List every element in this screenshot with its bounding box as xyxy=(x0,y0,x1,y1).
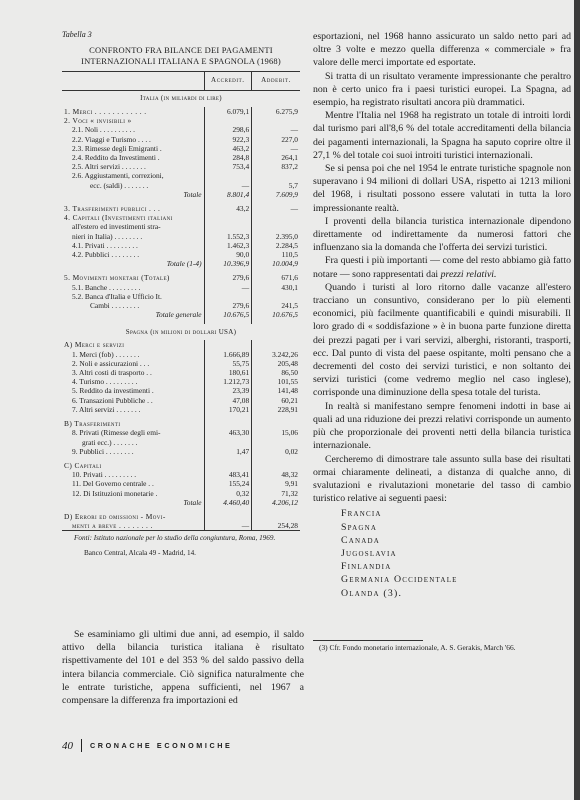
accrediti-value: — xyxy=(204,283,252,292)
italia-row xyxy=(62,222,300,231)
row-label: Totale xyxy=(183,189,202,199)
accrediti-value: 463,30 xyxy=(204,428,252,437)
row-label: Totale (1-4) xyxy=(166,259,202,269)
header-addebiti: Addebit. xyxy=(252,72,300,91)
italia-row xyxy=(62,204,300,213)
accrediti-value: 279,6 xyxy=(204,301,252,310)
addebiti-value xyxy=(252,340,300,349)
accrediti-value: 43,2 xyxy=(204,204,252,213)
spagna-row xyxy=(62,340,300,349)
spagna-row xyxy=(62,428,300,437)
row-label: 6. Transazioni Pubbliche . . xyxy=(72,395,153,405)
spagna-row xyxy=(62,405,300,414)
accrediti-value xyxy=(204,171,252,180)
country-item: Francia xyxy=(341,508,382,520)
addebiti-value: 4.206,12 xyxy=(272,497,298,507)
addebiti-value xyxy=(252,292,300,301)
footnote-rule xyxy=(313,640,423,641)
right-paragraph-4: Se si pensa poi che nel 1954 le entrate turistiche spagnole non superavano i 94 milioni di dollari USA, rispetto ai 1213 milioni del 1968, i risultati possono essere valutati in tutta la loro impressionante realtà. xyxy=(313,163,571,214)
addebiti-value: 10.004,9 xyxy=(272,259,298,269)
row-label: all'estero ed investimenti stra- xyxy=(72,222,161,232)
accrediti-value: 155,24 xyxy=(204,479,252,488)
section-spagna xyxy=(62,324,300,340)
addebiti-value: 7.609,9 xyxy=(275,189,298,199)
row-label: menti a breve . . . . . . . . xyxy=(62,521,204,531)
spagna-row xyxy=(62,498,300,507)
accrediti-value xyxy=(204,213,252,222)
row-label: Cambi . . . . . . . . xyxy=(90,301,140,311)
addebiti-value: 60,21 xyxy=(281,395,298,405)
addebiti-value: 254,28 xyxy=(252,521,300,531)
accrediti-value xyxy=(204,116,252,125)
italia-row xyxy=(62,250,300,259)
spagna-row xyxy=(62,512,300,521)
accrediti-value: 55,75 xyxy=(204,359,252,368)
addebiti-value: 264,1 xyxy=(281,153,298,163)
row-label: ecc. (saldi) . . . . . . . xyxy=(90,180,149,190)
row-label: 1. Merci (fob) . . . . . . . xyxy=(72,349,140,359)
right-paragraph-2: Si tratta di un risultato veramente impressionante che peraltro non è certo unico fra i paesi turistici europei. La Spagna, ad esempio, ha registrato risultati ancora più drammatici. xyxy=(313,70,571,109)
balance-table xyxy=(62,71,300,531)
left-paragraph-1: Se esaminiamo gli ultimi due anni, ad esempio, il saldo attivo della bilancia turistica italiana è risultato rispettivamente del 101 e del 353 % del saldo passivo della intera bilancia commerciale. Ciò significa naturalmente che le entrate turistiche, appena sufficienti, nel 1967 a compensare la differenza fra importazioni ed xyxy=(62,629,304,707)
addebiti-value: 205,48 xyxy=(277,358,298,368)
row-label: 4.2. Pubblici . . . . . . . . xyxy=(72,250,140,260)
left-column xyxy=(62,30,300,558)
addebiti-value xyxy=(252,461,300,470)
row-label: C) Capitali xyxy=(64,460,102,470)
row-label: 7. Altri servizi . . . . . . . xyxy=(72,404,141,414)
table-header-row xyxy=(62,72,300,91)
italia-row xyxy=(62,116,300,125)
row-label: 3. Trasferimenti pubblici . . . xyxy=(64,204,161,214)
accrediti-value: — xyxy=(204,521,252,531)
row-label: D) Errori ed omissioni - Movi- xyxy=(64,511,166,521)
country-list xyxy=(341,507,571,599)
row-label: 2.4. Reddito da Investimenti . xyxy=(72,153,160,163)
accrediti-value: 298,6 xyxy=(204,125,252,134)
addebiti-value xyxy=(252,438,300,447)
page-number: 40 xyxy=(62,739,73,752)
row-label: 2.6. Aggiustamenti, correzioni, xyxy=(72,171,164,181)
spagna-row xyxy=(62,489,300,498)
italia-row xyxy=(62,259,300,268)
country-item: Canada xyxy=(341,534,381,546)
row-label: nieri in Italia) . . . . . . . . xyxy=(72,231,143,241)
addebiti-value: 430,1 xyxy=(281,282,298,292)
spagna-row xyxy=(62,447,300,456)
row-label: 10. Privati . . . . . . . . . xyxy=(72,470,137,480)
row-label: 8. Privati (Rimesse degli emi- xyxy=(72,428,161,438)
accrediti-value: 170,21 xyxy=(204,405,252,414)
country-item: Germania Occidentale xyxy=(341,574,458,586)
addebiti-value: 6.275,9 xyxy=(275,107,298,116)
row-label: 1. Merci . . . . . . . . . . . . xyxy=(64,107,147,116)
spagna-row xyxy=(62,438,300,447)
row-label: 2.1. Noli . . . . . . . . . . xyxy=(72,125,136,135)
row-label: 5.2. Banca d'Italia e Ufficio It. xyxy=(72,291,162,301)
row-label: 12. Di Istituzioni monetarie . xyxy=(72,488,158,498)
accrediti-value: 1.552,3 xyxy=(204,232,252,241)
addebiti-value: — xyxy=(290,125,298,135)
row-label: 9. Pubblici . . . . . . . . xyxy=(72,446,134,456)
accrediti-value: 10.676,5 xyxy=(204,310,252,319)
italia-row xyxy=(62,213,300,222)
addebiti-value: — xyxy=(290,143,298,153)
footnote: (3) Cfr. Fondo monetario internazionale, A. S. Gerakis, March '66. xyxy=(319,642,516,652)
spagna-row xyxy=(62,419,300,428)
italia-row xyxy=(62,153,300,162)
spagna-row xyxy=(62,470,300,479)
addebiti-value: 9,91 xyxy=(285,479,298,489)
paragraph-6-emphasis: prezzi relativi. xyxy=(440,268,497,280)
row-label: A) Merci e servizi xyxy=(64,340,125,350)
row-label: 2. Noli e assicurazioni . . . xyxy=(72,358,150,368)
italia-row xyxy=(62,135,300,144)
addebiti-value: 671,6 xyxy=(281,273,298,283)
right-paragraph-9: Cercheremo di dimostrare tale assunto sulla base dei risultati ormai chiaramente delineati, a distanza di qualche anno, di svalutazioni e rivalutazioni monetarie del tasso di cambio turistico relative ai seguenti paesi: xyxy=(313,453,571,505)
accrediti-value: 483,41 xyxy=(204,470,252,479)
row-label: Totale xyxy=(183,497,202,507)
accrediti-value xyxy=(204,512,252,521)
addebiti-value: 71,32 xyxy=(281,488,298,498)
italia-row xyxy=(62,144,300,153)
table-label: Tabella 3 xyxy=(62,30,92,39)
accrediti-value: 1.666,89 xyxy=(204,350,252,359)
right-paragraph-8: In realtà si manifestano sempre fenomeni indotti in base ai quali ad una riduzione dei prezzi relativi corrisponde un aumento più che proporzionale dei proventi netti della bilancia turistica internazionale. xyxy=(313,400,571,452)
accrediti-value xyxy=(204,222,252,231)
spagna-row xyxy=(62,521,300,531)
addebiti-value xyxy=(252,171,300,180)
italia-row xyxy=(62,241,300,250)
accrediti-value: 1.462,3 xyxy=(204,241,252,250)
spagna-row xyxy=(62,479,300,488)
right-column xyxy=(313,30,571,652)
country-item: Olanda (3). xyxy=(341,587,403,599)
addebiti-value xyxy=(252,512,300,521)
addebiti-value: 241,5 xyxy=(281,301,298,311)
addebiti-value: 5,7 xyxy=(288,180,298,190)
addebiti-value: 2.395,0 xyxy=(275,231,298,241)
spagna-row xyxy=(62,461,300,470)
accrediti-value: 463,2 xyxy=(204,144,252,153)
row-label: 5.1. Banche . . . . . . . . . xyxy=(72,282,141,292)
accrediti-value: 180,61 xyxy=(204,368,252,377)
spagna-row xyxy=(62,350,300,359)
row-label: 5. Movimenti monetari (Totale) xyxy=(64,273,170,283)
italia-row xyxy=(62,171,300,180)
addebiti-value xyxy=(252,222,300,231)
accrediti-value: 0,32 xyxy=(204,489,252,498)
accrediti-value xyxy=(204,340,252,349)
accrediti-value: 279,6 xyxy=(204,273,252,282)
section-spagna-label: Spagna (in milioni di dollari USA) xyxy=(125,327,237,336)
table-title-line2: INTERNAZIONALI ITALIANA E SPAGNOLA (1968) xyxy=(81,56,281,66)
addebiti-value: 10.676,5 xyxy=(272,310,298,320)
addebiti-value: 101,55 xyxy=(277,377,298,387)
table-title-line1: CONFRONTO FRA BILANCE DEI PAGAMENTI xyxy=(89,45,273,55)
italia-row xyxy=(62,292,300,301)
addebiti-value: 141,48 xyxy=(277,386,298,396)
section-italia-label: Italia (in miliardi di lire) xyxy=(140,94,222,103)
row-label: 4.1. Privati . . . . . . . . . xyxy=(72,240,138,250)
row-label: 2.5. Altri servizi . . . . . . . xyxy=(72,162,146,172)
row-label: 2.3. Rimesse degli Emigranti . xyxy=(72,143,162,153)
accrediti-value: — xyxy=(204,181,252,190)
spagna-row xyxy=(62,396,300,405)
spagna-row xyxy=(62,368,300,377)
accrediti-value: 90,0 xyxy=(204,250,252,259)
row-label: grati ecc.) . . . . . . . xyxy=(82,437,138,447)
header-empty-cell xyxy=(62,72,204,91)
country-item: Spagna xyxy=(341,521,378,533)
accrediti-value: 4.460,40 xyxy=(204,498,252,507)
italia-row xyxy=(62,181,300,190)
source-line-2: Banco Central, Alcala 49 - Madrid, 14. xyxy=(84,549,196,558)
row-label: 2.2. Viaggi e Turismo . . . . xyxy=(72,134,151,144)
accrediti-value xyxy=(204,438,252,447)
row-label: B) Trasferimenti xyxy=(64,419,121,429)
addebiti-value: — xyxy=(290,204,298,214)
right-paragraph-5: I proventi della bilancia turistica internazionale dipendono direttamente od indirettamente da numerosi fattori che influenzano sia la domanda che l'offerta dei servizi turistici. xyxy=(313,215,571,254)
accrediti-value: 922,3 xyxy=(204,135,252,144)
spagna-row xyxy=(62,359,300,368)
scan-edge xyxy=(574,0,580,800)
row-label: Totale generale xyxy=(155,310,202,320)
right-paragraph-7: Quando i turisti al loro ritorno dalle vacanze all'estero tracciano un consuntivo, considerano per lo più elementi economici, più facilmente quantificabili e quindi misurabili. Il loro grado di « soddisfazione » è in buona parte funzione diretta dei prezzi pagati per i vari servizi, alberghi, ristoranti, trasporti, ecc. Dal punto di vista del paese ospitante, molti pensano che a decrementi del costo dei servizi turistici, e non soltanto dei servizi turistici (come vedremo meglio nel caso inglese), corrisponde una diminuzione della spesa totale del turista. xyxy=(313,281,571,399)
accrediti-value: 753,4 xyxy=(204,162,252,171)
row-label: 5. Reddito da investimenti . xyxy=(72,386,154,396)
right-paragraph-3: Mentre l'Italia nel 1968 ha registrato un totale di introiti lordi dal turismo pari all'8,6 % del totale accreditamenti della bilancia dei pagamenti internazionali, la Spagna ha saputo coprire oltre il 27,1 % del totale coi suoi introiti turistici internazionali. xyxy=(313,110,571,161)
italia-row xyxy=(62,301,300,310)
italia-row xyxy=(62,310,300,319)
accrediti-value: 6.079,1 xyxy=(204,107,252,116)
source-line-1: Fonti: Istituto nazionale per lo studio della congiuntura, Roma, 1969. xyxy=(74,534,276,543)
italia-row xyxy=(62,162,300,171)
addebiti-value: 48,32 xyxy=(281,470,298,480)
row-label: 4. Capitali (Investimenti italiani xyxy=(64,213,173,223)
addebiti-value xyxy=(252,213,300,222)
right-paragraph-1: esportazioni, nel 1968 hanno assicurato un saldo netto pari ad oltre 3 volte e mezzo quella differenza « commerciale » fra valore delle merci importate ed esportate. xyxy=(313,31,571,69)
italia-row xyxy=(62,107,300,116)
accrediti-value xyxy=(204,292,252,301)
row-label: 11. Del Governo centrale . . xyxy=(72,479,154,489)
spagna-row xyxy=(62,386,300,395)
italia-row xyxy=(62,283,300,292)
addebiti-value: 228,91 xyxy=(277,404,298,414)
page-footer xyxy=(62,739,232,752)
addebiti-value xyxy=(252,116,300,125)
spagna-row xyxy=(62,377,300,386)
addebiti-value: 110,5 xyxy=(281,250,298,260)
accrediti-value xyxy=(204,419,252,428)
italia-row xyxy=(62,125,300,134)
right-body-text xyxy=(313,30,571,505)
italia-row xyxy=(62,273,300,282)
italia-row xyxy=(62,190,300,199)
addebiti-value: 2.284,5 xyxy=(275,240,298,250)
addebiti-value xyxy=(252,419,300,428)
addebiti-value: 3.242,26 xyxy=(272,349,298,359)
addebiti-value: 227,0 xyxy=(281,134,298,144)
magazine-name: CRONACHE ECONOMICHE xyxy=(90,741,233,750)
accrediti-value: 1.212,73 xyxy=(204,377,252,386)
accrediti-value: 1,47 xyxy=(204,447,252,456)
addebiti-value: 86,50 xyxy=(281,368,298,378)
paragraph-6-text: Fra questi i più importanti — come del resto abbiamo già fatto notare — sono rappresentati dai xyxy=(313,255,571,280)
country-item: Jugoslavia xyxy=(341,547,397,559)
header-accrediti: Accredit. xyxy=(204,72,252,91)
table-title xyxy=(62,45,300,67)
footer-divider xyxy=(81,739,82,752)
accrediti-value xyxy=(204,461,252,470)
accrediti-value: 10.396,9 xyxy=(204,259,252,268)
country-item: Finlandia xyxy=(341,561,392,573)
row-label: 2. Voci « invisibili » xyxy=(64,116,132,126)
right-paragraph-6 xyxy=(313,254,571,280)
accrediti-value: 8.801,4 xyxy=(204,190,252,199)
accrediti-value: 23,39 xyxy=(204,386,252,395)
section-italia xyxy=(62,91,300,108)
accrediti-value: 284,8 xyxy=(204,153,252,162)
row-label: 3. Altri costi di trasporto . . xyxy=(72,368,152,378)
italia-row xyxy=(62,232,300,241)
left-body-text xyxy=(62,628,304,707)
addebiti-value: 837,2 xyxy=(281,162,298,172)
row-label: 4. Turismo . . . . . . . . . xyxy=(72,377,138,387)
addebiti-value: 0,02 xyxy=(285,446,298,456)
accrediti-value: 47,08 xyxy=(204,396,252,405)
table-sources xyxy=(62,534,300,558)
addebiti-value: 15,06 xyxy=(281,428,298,438)
